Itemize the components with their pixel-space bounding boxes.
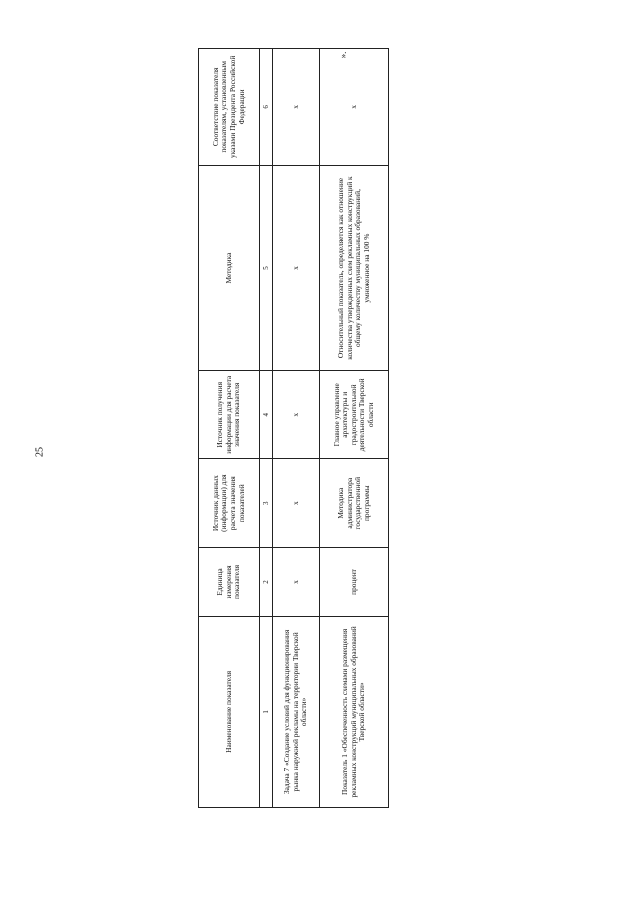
header-unit: Единица измерения показателя bbox=[199, 548, 260, 617]
row-compliance: х bbox=[273, 49, 320, 166]
table-row bbox=[320, 49, 389, 808]
column-number-row bbox=[260, 49, 273, 808]
row-info-source: Главное управление архитектуры и градостроительной деятельности Тверской области bbox=[320, 371, 389, 459]
indicators-table bbox=[198, 48, 389, 808]
row-name: Показатель 1 «Обеспеченность схемами размещения рекламных конструкций муниципальных образований Тверской области» bbox=[320, 616, 389, 807]
column-number: 6 bbox=[260, 49, 273, 166]
table-row bbox=[273, 49, 320, 808]
column-number: 2 bbox=[260, 548, 273, 617]
page-number: 25 bbox=[34, 447, 46, 457]
header-compliance: Соответствие показателя показателям, установленным указами Президента Российской Федерации bbox=[199, 49, 260, 166]
row-info-source: х bbox=[273, 371, 320, 459]
row-method: Относительный показатель, определяется как отношение количества утвержденных схем рекламных конструкций к общему количеству муниципальных образований, умноженное на 100 % bbox=[320, 165, 389, 371]
row-name: Задача 7 «Создание условий для функционирования рынка наружной рекламы на территории Тверской области» bbox=[273, 616, 320, 807]
column-number: 1 bbox=[260, 616, 273, 807]
header-row bbox=[199, 49, 260, 808]
row-unit: х bbox=[273, 548, 320, 617]
row-data-source: х bbox=[273, 459, 320, 548]
row-unit: процент bbox=[320, 548, 389, 617]
closing-quote-mark: ». bbox=[338, 51, 348, 59]
header-method: Методика bbox=[199, 165, 260, 371]
rotated-table-container bbox=[198, 48, 375, 808]
column-number: 4 bbox=[260, 371, 273, 459]
row-compliance: х bbox=[320, 49, 389, 166]
header-data-source: Источник данных (информации) для расчета значения показателей bbox=[199, 459, 260, 548]
header-info-source: Источник получения информации для расчета значения показателя bbox=[199, 371, 260, 459]
header-indicator-name: Наименование показателя bbox=[199, 616, 260, 807]
column-number: 5 bbox=[260, 165, 273, 371]
row-method: х bbox=[273, 165, 320, 371]
column-number: 3 bbox=[260, 459, 273, 548]
row-data-source: Методика администратора государственной программы bbox=[320, 459, 389, 548]
